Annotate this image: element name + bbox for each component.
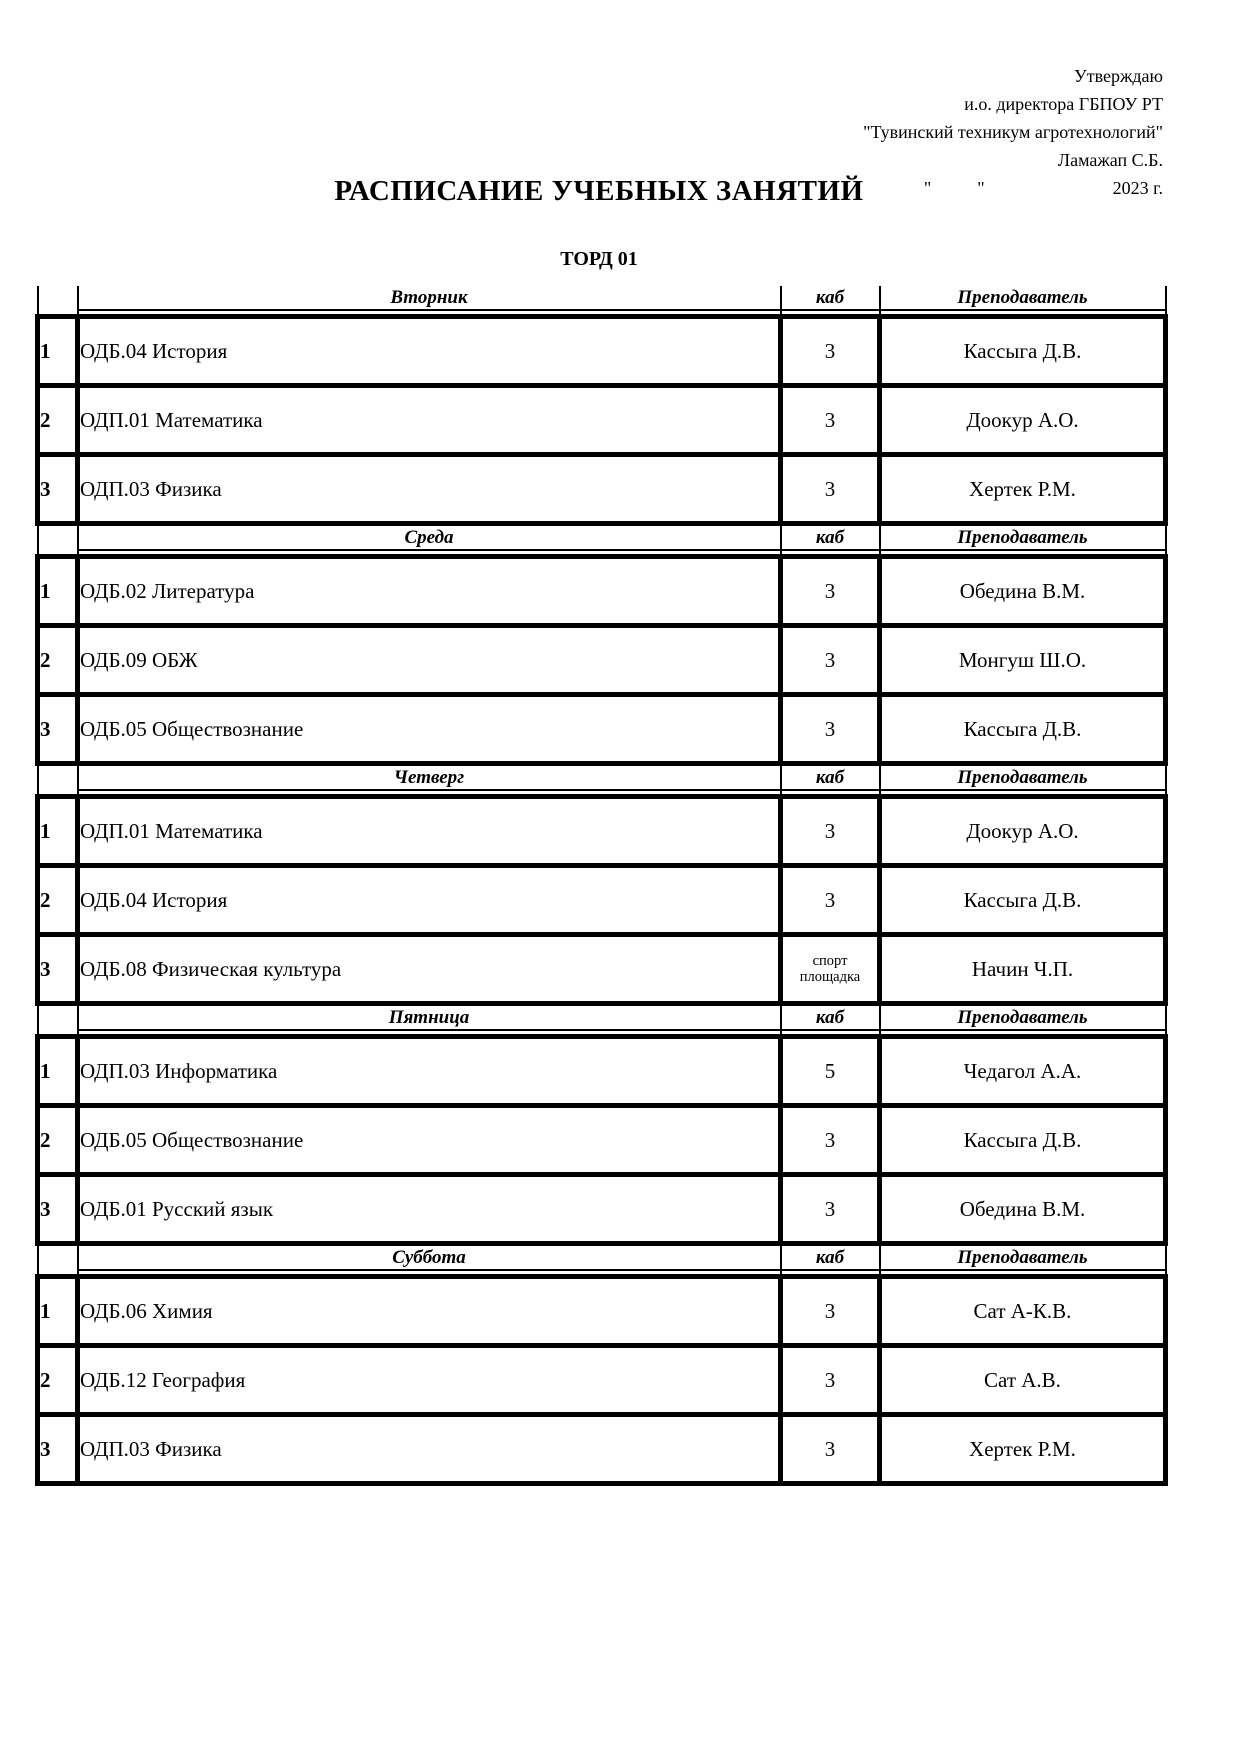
lesson-subject: ОДБ.01 Русский язык (78, 1175, 781, 1244)
lesson-teacher: Чедагол А.А. (880, 1037, 1166, 1106)
lesson-subject: ОДБ.08 Физическая культура (78, 935, 781, 1004)
lesson-teacher: Монгуш Ш.О. (880, 626, 1166, 695)
room-header-cell (781, 524, 880, 557)
approval-line: Ламажап С.Б. (1057, 150, 1163, 170)
lesson-subject: ОДБ.09 ОБЖ (78, 626, 781, 695)
lesson-subject: ОДП.03 Физика (78, 1415, 781, 1484)
lesson-row (38, 1037, 1166, 1106)
lesson-subject: ОДБ.04 История (78, 866, 781, 935)
day-name-cell (78, 764, 781, 797)
lesson-row (38, 557, 1166, 626)
room-column-header: каб (782, 1006, 879, 1031)
lesson-subject: ОДБ.05 Обществознание (78, 1106, 781, 1175)
lesson-teacher: Кассыга Д.В. (880, 695, 1166, 764)
lesson-room: 3 (781, 1106, 880, 1175)
lesson-number: 2 (38, 1106, 78, 1175)
lesson-teacher: Кассыга Д.В. (880, 317, 1166, 386)
lesson-number: 3 (38, 695, 78, 764)
lesson-subject: ОДБ.05 Обществознание (78, 695, 781, 764)
lesson-number: 1 (38, 557, 78, 626)
room-header-cell (781, 1244, 880, 1277)
approval-line: Утверждаю (1073, 66, 1163, 86)
lesson-teacher: Сат А-К.В. (880, 1277, 1166, 1346)
lesson-row (38, 1175, 1166, 1244)
approval-line: "Тувинский техникум агротехнологий" (863, 122, 1163, 142)
teacher-header-cell (880, 764, 1166, 797)
date-quote-open: " (923, 178, 932, 198)
lesson-row (38, 1277, 1166, 1346)
lesson-number: 2 (38, 386, 78, 455)
lesson-room: 3 (781, 1415, 880, 1484)
lesson-row (38, 626, 1166, 695)
lesson-room: 3 (781, 866, 880, 935)
lesson-teacher: Обедина В.М. (880, 557, 1166, 626)
lesson-row (38, 797, 1166, 866)
page-title: РАСПИСАНИЕ УЧЕБНЫХ ЗАНЯТИЙ (334, 175, 864, 207)
day-header-num-cell (38, 524, 78, 557)
group-name: ТОРД 01 (560, 248, 638, 270)
lesson-number: 2 (38, 1346, 78, 1415)
lesson-number: 3 (38, 455, 78, 524)
lesson-room: 3 (781, 386, 880, 455)
lesson-subject: ОДБ.02 Литература (78, 557, 781, 626)
room-column-header: каб (782, 766, 879, 791)
lesson-subject: ОДП.01 Математика (78, 797, 781, 866)
teacher-column-header: Преподаватель (881, 1006, 1165, 1031)
lesson-number: 2 (38, 866, 78, 935)
approval-line: и.о. директора ГБПОУ РТ (964, 94, 1163, 114)
day-header-row (38, 1004, 1166, 1037)
lesson-number: 2 (38, 626, 78, 695)
lesson-row (38, 695, 1166, 764)
day-name: Среда (79, 526, 780, 551)
day-name: Пятница (79, 1006, 780, 1031)
teacher-header-cell (880, 1244, 1166, 1277)
lesson-teacher: Кассыга Д.В. (880, 1106, 1166, 1175)
room-header-cell (781, 286, 880, 317)
day-header-num-cell (38, 1004, 78, 1037)
lesson-room: 3 (781, 626, 880, 695)
lesson-teacher: Кассыга Д.В. (880, 866, 1166, 935)
lesson-room: 3 (781, 1346, 880, 1415)
lesson-subject: ОДП.03 Информатика (78, 1037, 781, 1106)
day-name-cell (78, 1244, 781, 1277)
room-column-header: каб (782, 1246, 879, 1271)
lesson-row (38, 935, 1166, 1004)
lesson-number: 3 (38, 935, 78, 1004)
lesson-subject: ОДП.01 Математика (78, 386, 781, 455)
day-name: Четверг (79, 766, 780, 791)
day-header-num-cell (38, 1244, 78, 1277)
teacher-column-header: Преподаватель (881, 286, 1165, 311)
teacher-column-header: Преподаватель (881, 526, 1165, 551)
teacher-column-header: Преподаватель (881, 766, 1165, 791)
lesson-teacher: Начин Ч.П. (880, 935, 1166, 1004)
lesson-subject: ОДБ.12 География (78, 1346, 781, 1415)
date-quote-close: " (977, 178, 985, 198)
day-name: Суббота (79, 1246, 780, 1271)
room-header-cell (781, 1004, 880, 1037)
lesson-number: 1 (38, 1277, 78, 1346)
lesson-subject: ОДБ.06 Химия (78, 1277, 781, 1346)
lesson-number: 1 (38, 797, 78, 866)
schedule-table-body (38, 286, 1166, 1484)
lesson-row (38, 317, 1166, 386)
lesson-subject: ОДБ.04 История (78, 317, 781, 386)
schedule-table (35, 286, 1168, 1486)
room-column-header: каб (782, 526, 879, 551)
lesson-room: 5 (781, 1037, 880, 1106)
teacher-header-cell (880, 286, 1166, 317)
lesson-number: 1 (38, 317, 78, 386)
day-name-cell (78, 286, 781, 317)
lesson-row (38, 455, 1166, 524)
lesson-row (38, 1106, 1166, 1175)
teacher-header-cell (880, 524, 1166, 557)
day-header-row (38, 764, 1166, 797)
lesson-teacher: Доокур А.О. (880, 386, 1166, 455)
teacher-header-cell (880, 1004, 1166, 1037)
lesson-row (38, 386, 1166, 455)
day-name-cell (78, 524, 781, 557)
lesson-row (38, 866, 1166, 935)
day-header-row (38, 1244, 1166, 1277)
approval-year: 2023 г. (1112, 178, 1163, 198)
lesson-row (38, 1346, 1166, 1415)
lesson-room: 3 (781, 317, 880, 386)
lesson-teacher: Сат А.В. (880, 1346, 1166, 1415)
lesson-room: 3 (781, 455, 880, 524)
room-column-header: каб (782, 286, 879, 311)
lesson-number: 3 (38, 1175, 78, 1244)
lesson-number: 3 (38, 1415, 78, 1484)
lesson-row (38, 1415, 1166, 1484)
teacher-column-header: Преподаватель (881, 1246, 1165, 1271)
day-header-num-cell (38, 286, 78, 317)
lesson-room: 3 (781, 1175, 880, 1244)
lesson-number: 1 (38, 1037, 78, 1106)
day-header-row (38, 524, 1166, 557)
lesson-room: 3 (781, 695, 880, 764)
lesson-teacher: Доокур А.О. (880, 797, 1166, 866)
lesson-teacher: Хертек Р.М. (880, 1415, 1166, 1484)
room-header-cell (781, 764, 880, 797)
lesson-room: спорт площадка (781, 935, 880, 1004)
day-name-cell (78, 1004, 781, 1037)
lesson-room: 3 (781, 797, 880, 866)
lesson-subject: ОДП.03 Физика (78, 455, 781, 524)
lesson-teacher: Обедина В.М. (880, 1175, 1166, 1244)
lesson-room: 3 (781, 1277, 880, 1346)
day-name: Вторник (79, 286, 780, 311)
day-header-num-cell (38, 764, 78, 797)
day-header-row (38, 286, 1166, 317)
lesson-room: 3 (781, 557, 880, 626)
lesson-teacher: Хертек Р.М. (880, 455, 1166, 524)
